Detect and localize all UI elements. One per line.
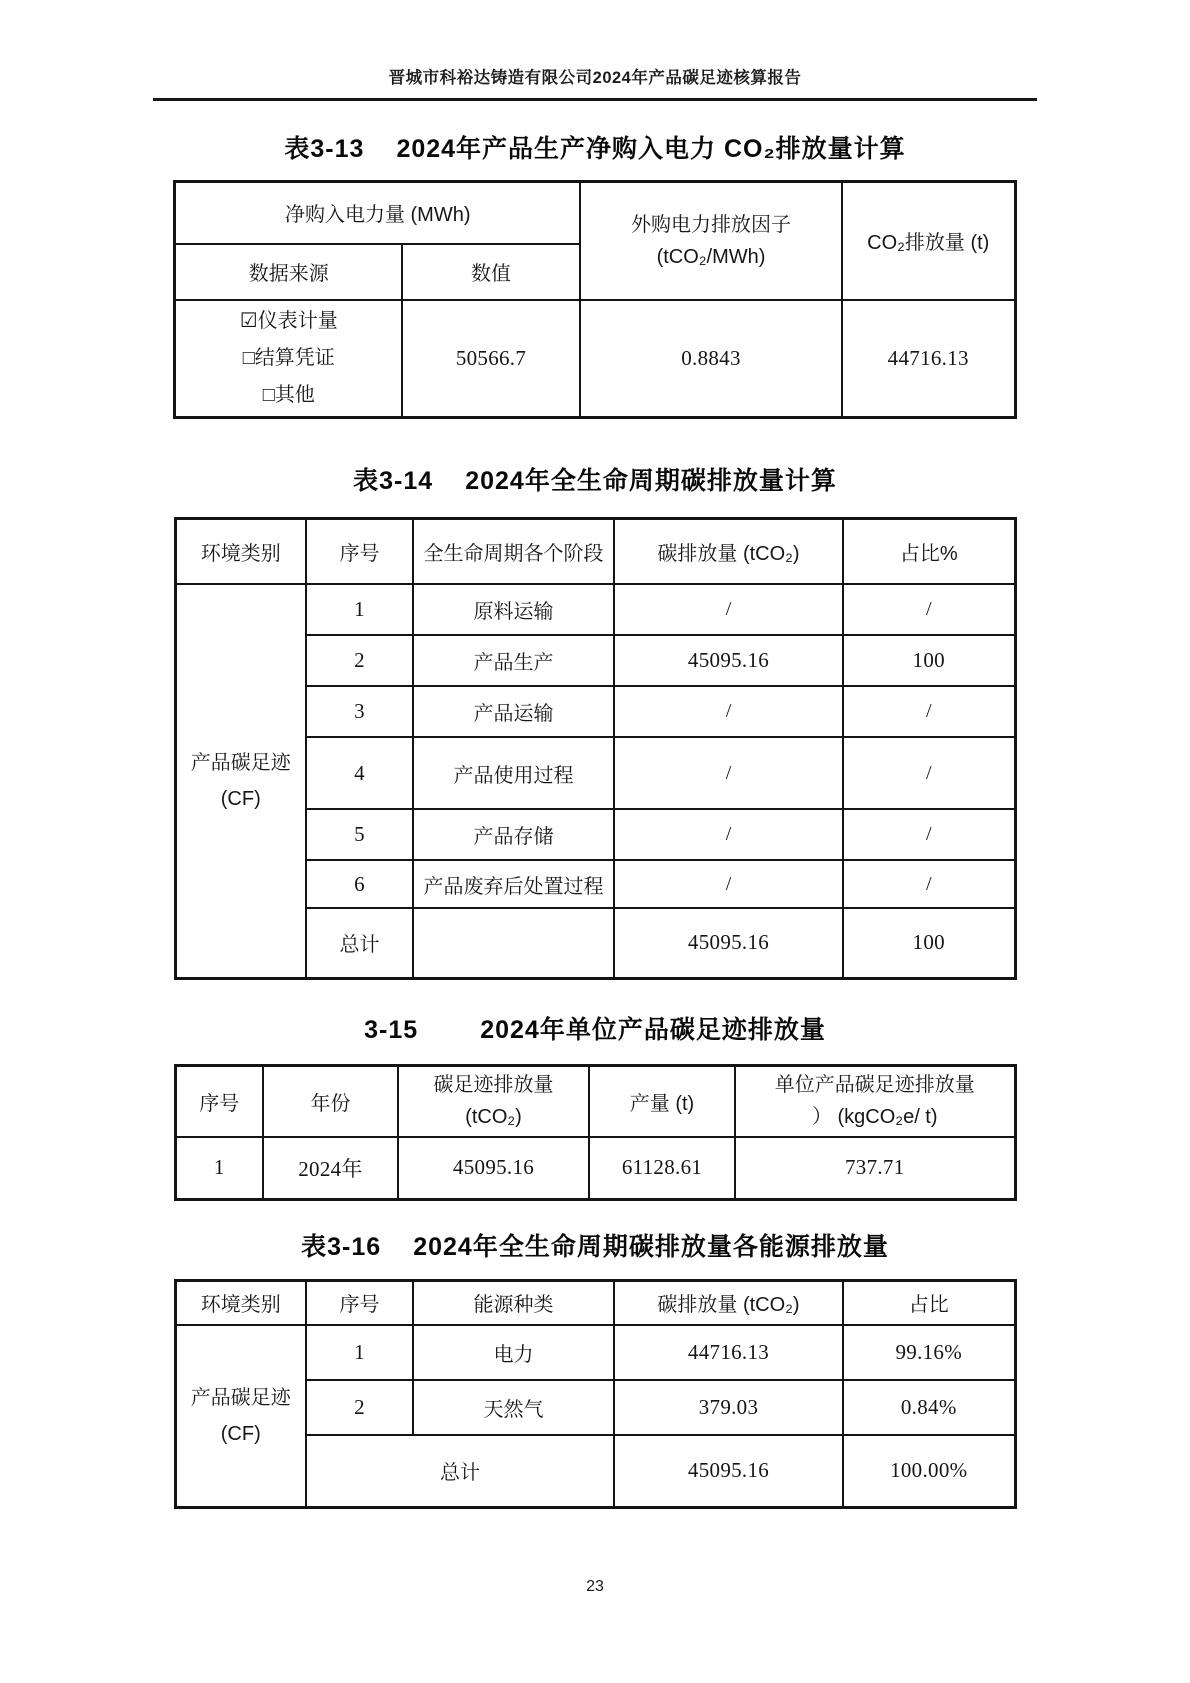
table16-header-energy-type: 能源种类 bbox=[413, 1280, 614, 1325]
table16-cell-category bbox=[175, 1325, 306, 1507]
table13-title-label: 表3-13 bbox=[284, 135, 365, 163]
table14-total-stage-empty bbox=[413, 908, 614, 978]
table-row-no: 2 bbox=[306, 1380, 413, 1435]
table-row-emission: / bbox=[614, 584, 843, 635]
table13-cell-co2: 44716.13 bbox=[842, 300, 1015, 418]
table-row-energy: 电力 bbox=[413, 1325, 614, 1380]
table14-cell-category bbox=[175, 584, 306, 978]
table-row-no: 5 bbox=[306, 809, 413, 860]
table14-category-line1: 产品碳足迹 bbox=[190, 751, 291, 774]
table14-header-category: 环境类别 bbox=[175, 518, 306, 584]
document-header-title: 晋城市科裕达铸造有限公司2024年产品碳足迹核算报告 bbox=[388, 69, 802, 87]
table-row-emission: / bbox=[614, 809, 843, 860]
table-row-emission: 44716.13 bbox=[614, 1325, 843, 1380]
table15-cell-emission: 45095.16 bbox=[398, 1137, 589, 1199]
table14-lifecycle-emissions bbox=[174, 517, 1017, 980]
table-row-no: 1 bbox=[306, 1325, 413, 1380]
table14-header-stage: 全生命周期各个阶段 bbox=[413, 518, 614, 584]
table16-total-emission: 45095.16 bbox=[614, 1435, 843, 1507]
table14-header-no: 序号 bbox=[306, 518, 413, 584]
table15-cell-year: 2024年 bbox=[263, 1137, 398, 1199]
table-row-share: 100 bbox=[843, 635, 1015, 686]
checkbox-option-settlement-unchecked: □结算凭证 bbox=[242, 346, 335, 369]
table15-title-text: 2024年单位产品碳足迹排放量 bbox=[480, 1015, 826, 1044]
table13-header-value: 数值 bbox=[402, 244, 580, 300]
table13-cell-factor: 0.8843 bbox=[580, 300, 842, 418]
table-row-share: 99.16% bbox=[843, 1325, 1015, 1380]
table-row-share: / bbox=[843, 686, 1015, 737]
table16-header-share: 占比 bbox=[843, 1280, 1015, 1325]
table-row-stage: 产品运输 bbox=[413, 686, 614, 737]
table14-total-label: 总计 bbox=[306, 908, 413, 978]
table15-header-unit-footprint bbox=[735, 1065, 1015, 1137]
table15-header-output: 产量 (t) bbox=[589, 1065, 735, 1137]
table-row-no: 4 bbox=[306, 737, 413, 809]
table-row-no: 1 bbox=[306, 584, 413, 635]
table-row-share: 0.84% bbox=[843, 1380, 1015, 1435]
table16-title-label: 表3-16 bbox=[301, 1232, 382, 1261]
table-row-stage: 产品使用过程 bbox=[413, 737, 614, 809]
table13-net-purchased-electricity bbox=[173, 180, 1016, 419]
table15-header-unit-footprint-line1: 单位产品碳足迹排放量 bbox=[774, 1074, 975, 1097]
table-row-no: 6 bbox=[306, 860, 413, 908]
table15-header-emission-line2: (tCO₂) bbox=[465, 1106, 522, 1129]
table13-header-data-source: 数据来源 bbox=[175, 244, 402, 300]
table15-cell-output: 61128.61 bbox=[589, 1137, 735, 1199]
table14-header-share: 占比% bbox=[843, 518, 1015, 584]
table16-category-line2: (CF) bbox=[220, 1422, 261, 1445]
table15-header-emission-line1: 碳足迹排放量 bbox=[433, 1074, 554, 1097]
table-row-emission: / bbox=[614, 860, 843, 908]
table15-title bbox=[0, 1010, 1190, 1046]
table14-header-emission: 碳排放量 (tCO₂) bbox=[614, 518, 843, 584]
table-row-no: 2 bbox=[306, 635, 413, 686]
table-row-energy: 天然气 bbox=[413, 1380, 614, 1435]
checkbox-option-other-unchecked: □其他 bbox=[262, 383, 315, 406]
table15-cell-unit: 737.71 bbox=[735, 1137, 1015, 1199]
table16-header-category: 环境类别 bbox=[175, 1280, 306, 1325]
table-row-share: / bbox=[843, 809, 1015, 860]
table-row-share: / bbox=[843, 737, 1015, 809]
table16-total-label: 总计 bbox=[306, 1435, 614, 1507]
table-row-no: 3 bbox=[306, 686, 413, 737]
table-row-emission: / bbox=[614, 686, 843, 737]
table13-header-emission-factor bbox=[580, 182, 842, 300]
table13-cell-data-source-options bbox=[175, 300, 402, 418]
table15-header-emission bbox=[398, 1065, 589, 1137]
table-row-share: / bbox=[843, 584, 1015, 635]
table16-header-no: 序号 bbox=[306, 1280, 413, 1325]
table15-header-unit-footprint-line2: ） (kgCO₂e/ t) bbox=[811, 1106, 938, 1129]
table-row-emission: 45095.16 bbox=[614, 635, 843, 686]
table13-header-co2-emission: CO₂排放量 (t) bbox=[842, 182, 1015, 300]
table16-header-emission: 碳排放量 (tCO₂) bbox=[614, 1280, 843, 1325]
table14-title-text: 2024年全生命周期碳排放量计算 bbox=[465, 466, 837, 495]
header-divider-line bbox=[153, 98, 1037, 101]
table15-unit-product-footprint bbox=[174, 1064, 1017, 1201]
table16-title bbox=[0, 1227, 1190, 1263]
table14-title bbox=[0, 461, 1190, 497]
table16-category-line1: 产品碳足迹 bbox=[190, 1386, 291, 1409]
table-row-stage: 产品存储 bbox=[413, 809, 614, 860]
table15-cell-no: 1 bbox=[175, 1137, 263, 1199]
table16-energy-emissions bbox=[174, 1279, 1017, 1509]
table13-header-emission-factor-line2: (tCO₂/MWh) bbox=[656, 245, 766, 268]
table-row-emission: 379.03 bbox=[614, 1380, 843, 1435]
table14-total-share: 100 bbox=[843, 908, 1015, 978]
table13-cell-value: 50566.7 bbox=[402, 300, 580, 418]
table13-title-text: 2024年产品生产净购入电力 CO₂排放量计算 bbox=[396, 135, 906, 163]
table15-title-label: 3-15 bbox=[364, 1015, 419, 1044]
table-row-share: / bbox=[843, 860, 1015, 908]
table-row-stage: 原料运输 bbox=[413, 584, 614, 635]
table16-total-share: 100.00% bbox=[843, 1435, 1015, 1507]
table-row-emission: / bbox=[614, 737, 843, 809]
table14-category-line2: (CF) bbox=[220, 787, 261, 810]
table13-header-emission-factor-line1: 外购电力排放因子 bbox=[631, 213, 791, 236]
table16-title-text: 2024年全生命周期碳排放量各能源排放量 bbox=[413, 1232, 889, 1261]
table-row-stage: 产品废弃后处置过程 bbox=[413, 860, 614, 908]
table14-title-label: 表3-14 bbox=[353, 466, 434, 495]
checkbox-option-meter-checked: ☑仪表计量 bbox=[239, 309, 338, 332]
table13-header-net-power: 净购入电力量 (MWh) bbox=[175, 182, 580, 244]
page-number: 23 bbox=[586, 1578, 604, 1595]
table13-title bbox=[0, 129, 1190, 165]
table-row-stage: 产品生产 bbox=[413, 635, 614, 686]
table15-header-year: 年份 bbox=[263, 1065, 398, 1137]
table15-header-no: 序号 bbox=[175, 1065, 263, 1137]
table14-total-emission: 45095.16 bbox=[614, 908, 843, 978]
